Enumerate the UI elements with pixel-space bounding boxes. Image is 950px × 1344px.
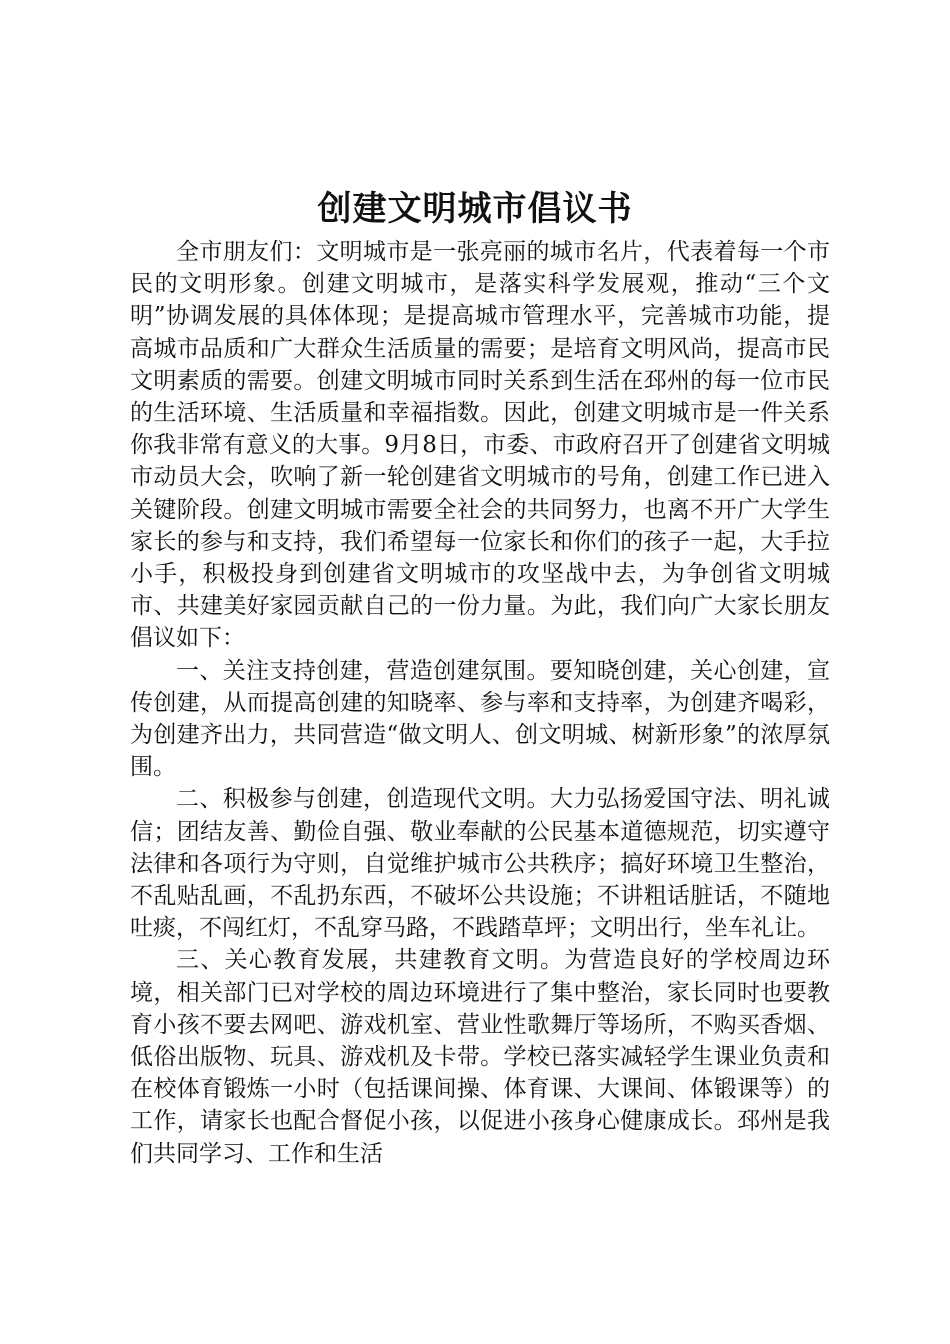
document-body [130,236,830,1170]
intro-paragraph: 全市朋友们：文明城市是一张亮丽的城市名片，代表着每一个市民的文明形象。创建文明城市，是落实科学发展观，推动“三个文明”协调发展的具体体现；是提高城市管理水平，完善城市功能，提高城市品质和广大群众生活质量的需要；是培育文明风尚，提高市民文明素质的需要。创建文明城市同时关系到生活在邳州的每一位市民的生活环境、生活质量和幸福指数。因此，创建文明城市是一件关系你我非常有意义的大事。9月8日，市委、市政府召开了创建省文明城市动员大会，吹响了新一轮创建省文明城市的号角，创建工作已进入关键阶段。创建文明城市需要全社会的共同努力，也离不开广大学生家长的参与和支持，我们希望每一位家长和你们的孩子一起，大手拉小手，积极投身到创建省文明城市的攻坚战中去，为争创省文明城市、共建美好家园贡献自己的一份力量。为此，我们向广大家长朋友倡议如下： [130,239,830,652]
proposal-paragraph-2: 二、积极参与创建，创造现代文明。大力弘扬爱国守法、明礼诚信；团结友善、勤俭自强、敬业奉献的公民基本道德规范，切实遵守法律和各项行为守则，自觉维护城市公共秩序；搞好环境卫生整治，不乱贴乱画，不乱扔东西，不破坏公共设施；不讲粗话脏话，不随地吐痰，不闯红灯，不乱穿马路，不践踏草坪；文明出行，坐车礼让。 [130,786,830,942]
document-title: 创建文明城市倡议书 [317,189,633,229]
proposal-paragraph-1: 一、关注支持创建，营造创建氛围。要知晓创建，关心创建，宣传创建，从而提高创建的知晓率、参与率和支持率，为创建齐喝彩，为创建齐出力，共同营造“做文明人、创文明城、树新形象”的浓厚氛围。 [130,657,830,781]
proposal-paragraph-3: 三、关心教育发展，共建教育文明。为营造良好的学校周边环境，相关部门已对学校的周边环境进行了集中整治，家长同时也要教育小孩不要去网吧、游戏机室、营业性歌舞厅等场所，不购买香烟、低俗出版物、玩具、游戏机及卡带。学校已落实减轻学生课业负责和在校体育锻炼一小时（包括课间操、体育课、大课间、体锻课等）的工作，请家长也配合督促小孩，以促进小孩身心健康成长。邳州是我们共同学习、工作和生活 [130,947,830,1167]
